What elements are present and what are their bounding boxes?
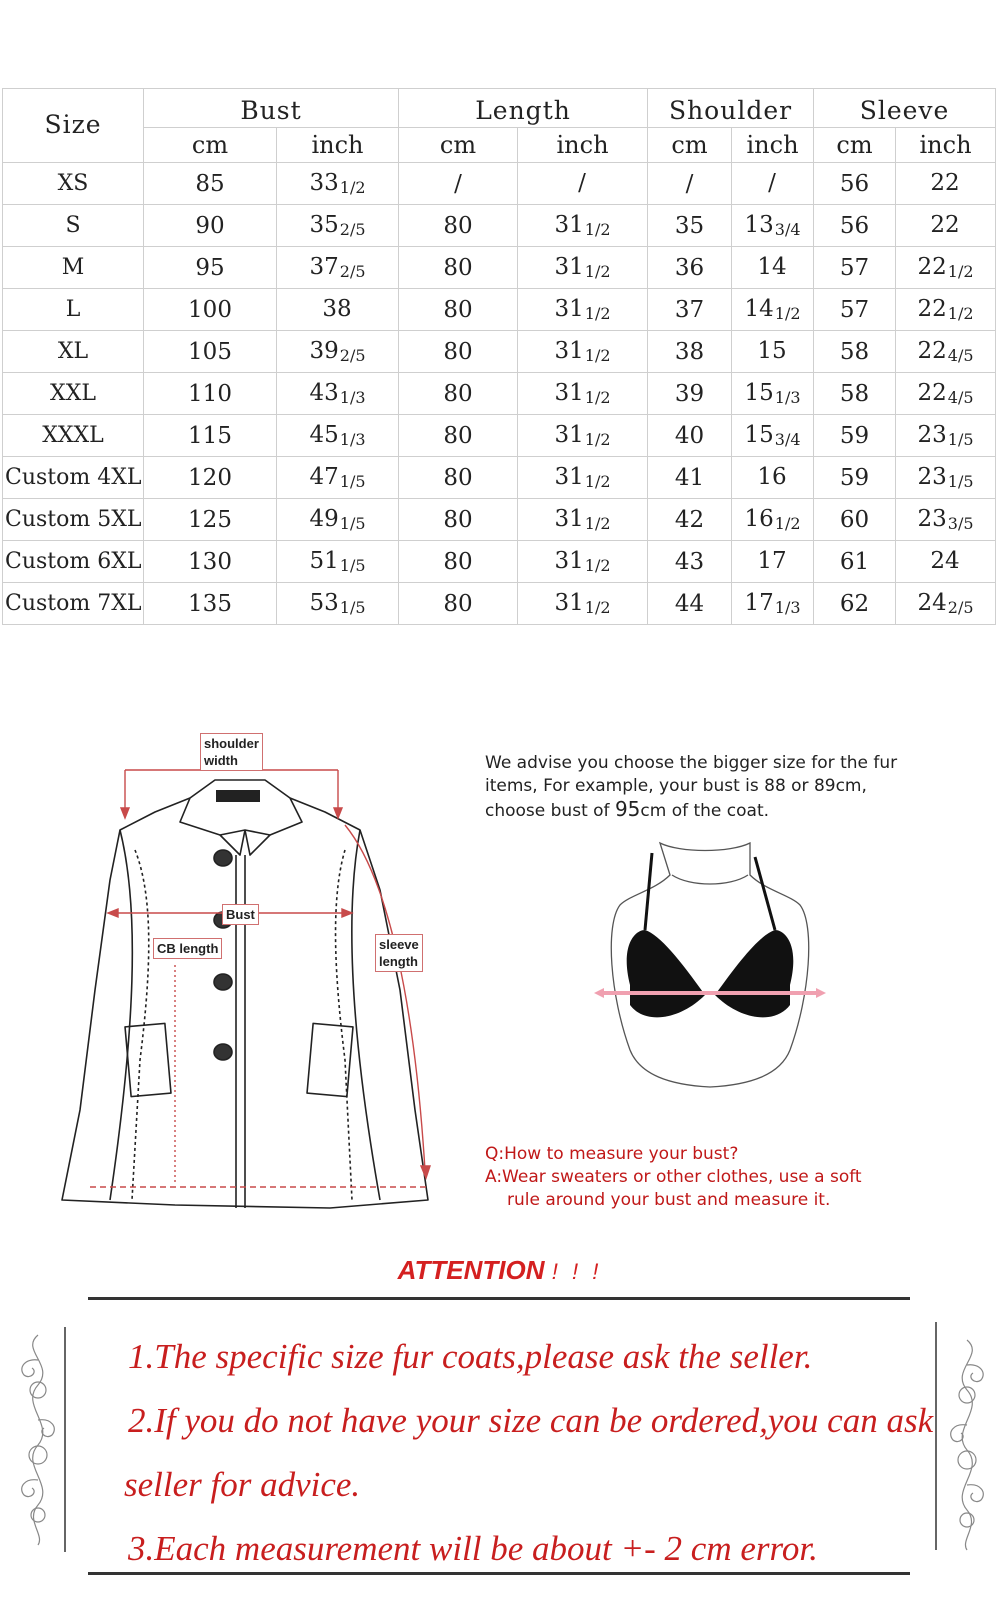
bust-cm-cell <box>144 373 277 415</box>
attention-title: ATTENTION <box>397 1255 545 1285</box>
right-ornament-icon <box>940 1335 995 1555</box>
unit-header: cm <box>399 128 518 163</box>
length-inch-cell-value: 31 <box>554 590 584 616</box>
length-inch-cell <box>518 457 648 499</box>
left-ornament-icon <box>10 1330 65 1550</box>
bust-inch-cell-fraction: 1/5 <box>339 598 366 617</box>
length-inch-cell-value: 31 <box>554 380 584 406</box>
length-inch-cell <box>518 331 648 373</box>
shoulder-cm-cell-value: 41 <box>674 464 705 491</box>
bust-cm-cell-value: 100 <box>188 296 232 323</box>
length-inch-cell-fraction: 1/2 <box>584 304 611 323</box>
table-row <box>3 247 996 289</box>
qa-answer-line2: rule around your bust and measure it. <box>507 1190 831 1210</box>
sleeve-inch-cell <box>896 583 996 625</box>
length-inch-cell <box>518 373 648 415</box>
shoulder-inch-cell <box>732 499 814 541</box>
sleeve-cm-cell-value: 56 <box>839 170 870 197</box>
size-cell-value: S <box>65 213 81 238</box>
bust-inch-cell-value: 45 <box>309 422 339 448</box>
sleeve-cm-cell <box>814 541 896 583</box>
bust-inch-cell-fraction: 2/5 <box>339 262 366 281</box>
sleeve-cm-cell <box>814 205 896 247</box>
sleeve-cm-cell-value: 56 <box>839 212 870 239</box>
attention-rule-top <box>88 1297 910 1300</box>
bust-cm-cell-value: 120 <box>188 464 232 491</box>
shoulder-header: Shoulder <box>648 89 814 128</box>
length-cm-cell-value: 80 <box>443 506 473 533</box>
unit-header: cm <box>144 128 277 163</box>
shoulder-cm-cell <box>648 415 732 457</box>
sleeve-inch-cell <box>896 163 996 205</box>
length-inch-cell <box>518 415 648 457</box>
sleeve-cm-cell-value: 57 <box>839 296 870 323</box>
size-cell-value: Custom 4XL <box>5 465 142 490</box>
size-cell <box>3 583 144 625</box>
note-2: 2.If you do not have your size can be ordered,you can ask <box>128 1401 934 1440</box>
sleeve-cm-cell <box>814 289 896 331</box>
shoulder-cm-cell-value: 40 <box>674 422 705 449</box>
length-cm-cell <box>399 331 518 373</box>
bust-inch-cell <box>277 541 399 583</box>
sleeve-inch-cell <box>896 205 996 247</box>
shoulder-inch-cell-value: 15 <box>744 422 774 448</box>
length-inch-cell-fraction: 1/2 <box>584 388 611 407</box>
sleeve-inch-cell-value: 22 <box>917 254 947 280</box>
unit-header: inch <box>896 128 996 163</box>
table-row <box>3 499 996 541</box>
size-rows <box>3 163 996 625</box>
size-cell-value: Custom 5XL <box>5 507 142 532</box>
length-inch-cell-fraction: 1/2 <box>584 346 611 365</box>
sleeve-label-line1: sleeve <box>379 937 419 952</box>
length-inch-cell-value: / <box>578 170 586 196</box>
length-inch-cell <box>518 499 648 541</box>
bust-inch-cell-value: 33 <box>309 170 339 196</box>
length-cm-cell-value: 80 <box>443 422 473 449</box>
sleeve-inch-cell-fraction: 4/5 <box>947 388 974 407</box>
shoulder-inch-cell <box>732 583 814 625</box>
table-row <box>3 331 996 373</box>
size-chart-table <box>2 88 996 625</box>
size-header: Size <box>3 89 144 163</box>
unit-header: inch <box>277 128 399 163</box>
length-inch-cell-value: 31 <box>554 254 584 280</box>
sleeve-inch-cell <box>896 541 996 583</box>
size-cell <box>3 457 144 499</box>
shoulder-inch-cell <box>732 205 814 247</box>
length-cm-cell-value: 80 <box>443 380 473 407</box>
shoulder-inch-cell-fraction: 1/3 <box>774 388 801 407</box>
bust-cm-cell-value: 115 <box>188 422 232 449</box>
sleeve-cm-cell <box>814 415 896 457</box>
bust-cm-cell <box>144 583 277 625</box>
shoulder-inch-cell-value: 17 <box>757 548 787 574</box>
length-cm-cell-value: 80 <box>443 296 473 323</box>
bust-cm-cell <box>144 415 277 457</box>
shoulder-inch-cell-value: 15 <box>744 380 774 406</box>
sleeve-inch-cell-value: 22 <box>930 170 960 196</box>
shoulder-inch-cell <box>732 373 814 415</box>
sleeve-inch-cell-value: 22 <box>917 296 947 322</box>
shoulder-cm-cell <box>648 331 732 373</box>
note-1: 1.The specific size fur coats,please ask the seller. <box>128 1337 813 1376</box>
length-inch-cell-value: 31 <box>554 464 584 490</box>
advice-line3-pre: choose bust of <box>485 801 615 821</box>
length-cm-cell <box>399 415 518 457</box>
coat-diagram <box>40 730 450 1230</box>
bust-inch-cell-fraction: 1/3 <box>339 430 366 449</box>
bust-inch-cell-fraction: 2/5 <box>339 346 366 365</box>
sleeve-inch-cell <box>896 373 996 415</box>
sleeve-inch-cell-fraction: 1/5 <box>947 430 974 449</box>
bust-cm-cell-value: 125 <box>188 506 232 533</box>
bust-cm-cell-value: 95 <box>195 254 225 281</box>
cb-length-label: CB length <box>153 938 222 959</box>
shoulder-cm-cell-value: 35 <box>674 212 705 239</box>
shoulder-inch-cell-value: 14 <box>757 254 787 280</box>
bust-inch-cell <box>277 415 399 457</box>
sleeve-inch-cell <box>896 331 996 373</box>
sleeve-inch-cell-value: 22 <box>930 212 960 238</box>
shoulder-cm-cell-value: / <box>685 170 694 197</box>
shoulder-inch-cell <box>732 457 814 499</box>
shoulder-cm-cell <box>648 373 732 415</box>
attention-heading <box>0 1255 1000 1286</box>
size-cell <box>3 289 144 331</box>
bust-inch-cell-value: 39 <box>309 338 339 364</box>
length-header: Length <box>399 89 648 128</box>
advice-line3 <box>485 798 955 823</box>
size-cell-value: XS <box>57 171 89 196</box>
size-cell-value: XXXL <box>42 423 104 448</box>
unit-header: inch <box>732 128 814 163</box>
shoulder-cm-cell-value: 39 <box>674 380 705 407</box>
bust-inch-cell-fraction: 1/5 <box>339 514 366 533</box>
length-inch-cell <box>518 247 648 289</box>
size-cell-value: XL <box>57 339 89 364</box>
length-inch-cell-fraction: 1/2 <box>584 472 611 491</box>
shoulder-inch-cell-value: 13 <box>744 212 774 238</box>
advice-line1: We advise you choose the bigger size for the fur <box>485 753 898 773</box>
bust-inch-cell <box>277 583 399 625</box>
shoulder-inch-cell <box>732 331 814 373</box>
length-inch-cell-fraction: 1/2 <box>584 556 611 575</box>
length-cm-cell-value: 80 <box>443 548 473 575</box>
sleeve-cm-cell-value: 57 <box>839 254 870 281</box>
bust-inch-cell-value: 38 <box>322 296 352 322</box>
length-cm-cell <box>399 289 518 331</box>
shoulder-inch-cell-fraction: 3/4 <box>774 220 801 239</box>
sleeve-inch-cell-fraction: 1/5 <box>947 472 974 491</box>
length-cm-cell-value: / <box>454 170 462 197</box>
measure-bust-qa <box>485 1143 945 1212</box>
advice-bust-number: 95 <box>614 797 641 821</box>
bust-cm-cell <box>144 163 277 205</box>
sleeve-cm-cell-value: 61 <box>839 548 870 575</box>
bust-cm-cell <box>144 541 277 583</box>
shoulder-inch-cell-value: 16 <box>744 506 774 532</box>
sleeve-inch-cell-value: 24 <box>930 548 960 574</box>
unit-header: cm <box>814 128 896 163</box>
bust-inch-cell <box>277 373 399 415</box>
size-cell-value: Custom 6XL <box>5 549 142 574</box>
length-inch-cell-fraction: 1/2 <box>584 262 611 281</box>
sleeve-inch-cell-value: 23 <box>917 506 947 532</box>
sleeve-inch-cell <box>896 457 996 499</box>
sleeve-length-label <box>375 934 423 972</box>
length-inch-cell-fraction: 1/2 <box>584 430 611 449</box>
shoulder-inch-cell-fraction: 1/2 <box>774 304 801 323</box>
shoulder-inch-cell <box>732 415 814 457</box>
sleeve-inch-cell-value: 22 <box>917 338 947 364</box>
sleeve-inch-cell-fraction: 2/5 <box>947 598 974 617</box>
unit-header: cm <box>648 128 732 163</box>
bust-cm-cell-value: 130 <box>188 548 232 575</box>
shoulder-cm-cell-value: 44 <box>674 590 705 617</box>
bust-cm-cell-value: 135 <box>188 590 232 617</box>
sleeve-cm-cell <box>814 373 896 415</box>
shoulder-cm-cell <box>648 457 732 499</box>
shoulder-inch-cell <box>732 163 814 205</box>
right-divider <box>935 1322 937 1550</box>
sleeve-inch-cell-fraction: 3/5 <box>947 514 974 533</box>
shoulder-inch-cell-value: 17 <box>744 590 774 616</box>
shoulder-cm-cell <box>648 541 732 583</box>
length-inch-cell <box>518 541 648 583</box>
shoulder-cm-cell <box>648 583 732 625</box>
length-inch-cell-value: 31 <box>554 506 584 532</box>
sleeve-inch-cell-value: 23 <box>917 464 947 490</box>
advice-line3-post: cm of the coat. <box>640 801 770 821</box>
shoulder-inch-cell-fraction: 1/3 <box>774 598 801 617</box>
length-inch-cell <box>518 289 648 331</box>
bust-cm-cell <box>144 289 277 331</box>
shoulder-width-label <box>200 733 263 771</box>
shoulder-cm-cell <box>648 289 732 331</box>
length-cm-cell <box>399 541 518 583</box>
sleeve-cm-cell <box>814 163 896 205</box>
bust-mannequin-figure <box>590 835 830 1095</box>
length-cm-cell <box>399 583 518 625</box>
bust-cm-cell-value: 110 <box>188 380 232 407</box>
note-2-continued: seller for advice. <box>124 1465 361 1504</box>
sleeve-inch-cell <box>896 415 996 457</box>
length-cm-cell <box>399 499 518 541</box>
bust-inch-cell-value: 37 <box>309 254 339 280</box>
sleeve-cm-cell <box>814 457 896 499</box>
shoulder-inch-cell <box>732 541 814 583</box>
sleeve-cm-cell-value: 58 <box>839 338 870 365</box>
table-row <box>3 583 996 625</box>
sleeve-inch-cell <box>896 499 996 541</box>
bust-inch-cell-fraction: 2/5 <box>339 220 366 239</box>
table-row <box>3 163 996 205</box>
bust-inch-cell-fraction: 1/3 <box>339 388 366 407</box>
bust-inch-cell <box>277 457 399 499</box>
length-inch-cell <box>518 205 648 247</box>
bust-label: Bust <box>222 904 259 925</box>
qa-question: Q:How to measure your bust? <box>485 1144 739 1164</box>
shoulder-label-line2: width <box>204 753 238 768</box>
sleeve-cm-cell <box>814 247 896 289</box>
bust-cm-cell <box>144 247 277 289</box>
table-row <box>3 541 996 583</box>
size-cell-value: Custom 7XL <box>5 591 142 616</box>
sleeve-cm-cell-value: 62 <box>839 590 870 617</box>
bust-inch-cell-value: 49 <box>309 506 339 532</box>
bust-cm-cell <box>144 331 277 373</box>
bust-inch-cell-value: 35 <box>309 212 339 238</box>
length-inch-cell-fraction: 1/2 <box>584 598 611 617</box>
sleeve-inch-cell-fraction: 1/2 <box>947 262 974 281</box>
shoulder-inch-cell <box>732 289 814 331</box>
shoulder-inch-cell <box>732 247 814 289</box>
bust-inch-cell <box>277 289 399 331</box>
size-cell-value: M <box>61 255 85 280</box>
table-row <box>3 415 996 457</box>
table-row <box>3 205 996 247</box>
length-inch-cell-value: 31 <box>554 422 584 448</box>
sleeve-inch-cell-value: 24 <box>917 590 947 616</box>
shoulder-cm-cell-value: 42 <box>674 506 705 533</box>
attention-rule-bottom <box>88 1572 910 1575</box>
bust-inch-cell <box>277 163 399 205</box>
shoulder-inch-cell-value: 16 <box>757 464 787 490</box>
length-cm-cell-value: 80 <box>443 338 473 365</box>
size-cell <box>3 373 144 415</box>
length-inch-cell-value: 31 <box>554 548 584 574</box>
length-inch-cell-value: 31 <box>554 296 584 322</box>
size-cell <box>3 331 144 373</box>
length-cm-cell <box>399 247 518 289</box>
qa-answer-line1: A:Wear sweaters or other clothes, use a soft <box>485 1167 862 1187</box>
length-cm-cell <box>399 163 518 205</box>
shoulder-label-line1: shoulder <box>204 736 259 751</box>
bust-inch-cell-value: 51 <box>309 548 339 574</box>
sleeve-cm-cell-value: 59 <box>839 464 870 491</box>
bust-cm-cell-value: 105 <box>188 338 232 365</box>
shoulder-inch-cell-fraction: 3/4 <box>774 430 801 449</box>
size-cell-value: L <box>65 297 81 322</box>
length-inch-cell-value: 31 <box>554 212 584 238</box>
bust-inch-cell <box>277 205 399 247</box>
length-inch-cell <box>518 583 648 625</box>
bust-inch-cell-value: 43 <box>309 380 339 406</box>
shoulder-cm-cell <box>648 205 732 247</box>
shoulder-cm-cell-value: 36 <box>674 254 705 281</box>
shoulder-inch-cell-value: / <box>768 170 776 196</box>
bust-inch-cell-value: 53 <box>309 590 339 616</box>
advice-line2: items, For example, your bust is 88 or 89cm, <box>485 776 867 796</box>
sleeve-cm-cell-value: 59 <box>839 422 870 449</box>
sleeve-inch-cell <box>896 247 996 289</box>
size-cell <box>3 163 144 205</box>
sleeve-inch-cell-value: 22 <box>917 380 947 406</box>
length-inch-cell-fraction: 1/2 <box>584 514 611 533</box>
size-cell <box>3 205 144 247</box>
shoulder-cm-cell-value: 37 <box>674 296 705 323</box>
shoulder-cm-cell <box>648 499 732 541</box>
shoulder-cm-cell-value: 38 <box>674 338 705 365</box>
sleeve-cm-cell <box>814 499 896 541</box>
bust-cm-cell <box>144 499 277 541</box>
sleeve-label-line2: length <box>379 954 418 969</box>
sleeve-header: Sleeve <box>814 89 996 128</box>
length-cm-cell <box>399 457 518 499</box>
sleeve-cm-cell <box>814 583 896 625</box>
table-row <box>3 373 996 415</box>
length-cm-cell-value: 80 <box>443 464 473 491</box>
shoulder-cm-cell-value: 43 <box>674 548 705 575</box>
sleeve-inch-cell-value: 23 <box>917 422 947 448</box>
size-cell <box>3 247 144 289</box>
shoulder-inch-cell-fraction: 1/2 <box>774 514 801 533</box>
length-inch-cell-fraction: 1/2 <box>584 220 611 239</box>
sleeve-inch-cell-fraction: 4/5 <box>947 346 974 365</box>
table-row <box>3 457 996 499</box>
sleeve-cm-cell-value: 58 <box>839 380 870 407</box>
table-row <box>3 289 996 331</box>
shoulder-cm-cell <box>648 247 732 289</box>
shoulder-inch-cell-value: 15 <box>757 338 787 364</box>
bust-inch-cell <box>277 331 399 373</box>
sleeve-cm-cell <box>814 331 896 373</box>
bust-inch-cell-fraction: 1/5 <box>339 472 366 491</box>
length-cm-cell-value: 80 <box>443 590 473 617</box>
bust-inch-cell-fraction: 1/2 <box>339 178 366 197</box>
size-advice <box>485 752 955 823</box>
sleeve-inch-cell <box>896 289 996 331</box>
bust-cm-cell <box>144 205 277 247</box>
sleeve-cm-cell-value: 60 <box>839 506 870 533</box>
length-cm-cell <box>399 205 518 247</box>
length-cm-cell <box>399 373 518 415</box>
unit-header: inch <box>518 128 648 163</box>
sleeve-inch-cell-fraction: 1/2 <box>947 304 974 323</box>
size-cell-value: XXL <box>50 381 96 406</box>
length-inch-cell-value: 31 <box>554 338 584 364</box>
shoulder-inch-cell-value: 14 <box>744 296 774 322</box>
bust-inch-cell-value: 47 <box>309 464 339 490</box>
length-cm-cell-value: 80 <box>443 254 473 281</box>
note-3: 3.Each measurement will be about +- 2 cm error. <box>128 1529 818 1568</box>
shoulder-cm-cell <box>648 163 732 205</box>
bust-cm-cell <box>144 457 277 499</box>
bust-inch-cell <box>277 247 399 289</box>
bust-header: Bust <box>144 89 399 128</box>
length-inch-cell <box>518 163 648 205</box>
bust-cm-cell-value: 85 <box>195 170 225 197</box>
bust-cm-cell-value: 90 <box>195 212 225 239</box>
attention-notes <box>124 1325 934 1581</box>
size-cell <box>3 541 144 583</box>
bust-inch-cell <box>277 499 399 541</box>
size-cell <box>3 415 144 457</box>
length-cm-cell-value: 80 <box>443 212 473 239</box>
size-cell <box>3 499 144 541</box>
attention-marks: ! ! ! <box>551 1259 603 1284</box>
bust-inch-cell-fraction: 1/5 <box>339 556 366 575</box>
